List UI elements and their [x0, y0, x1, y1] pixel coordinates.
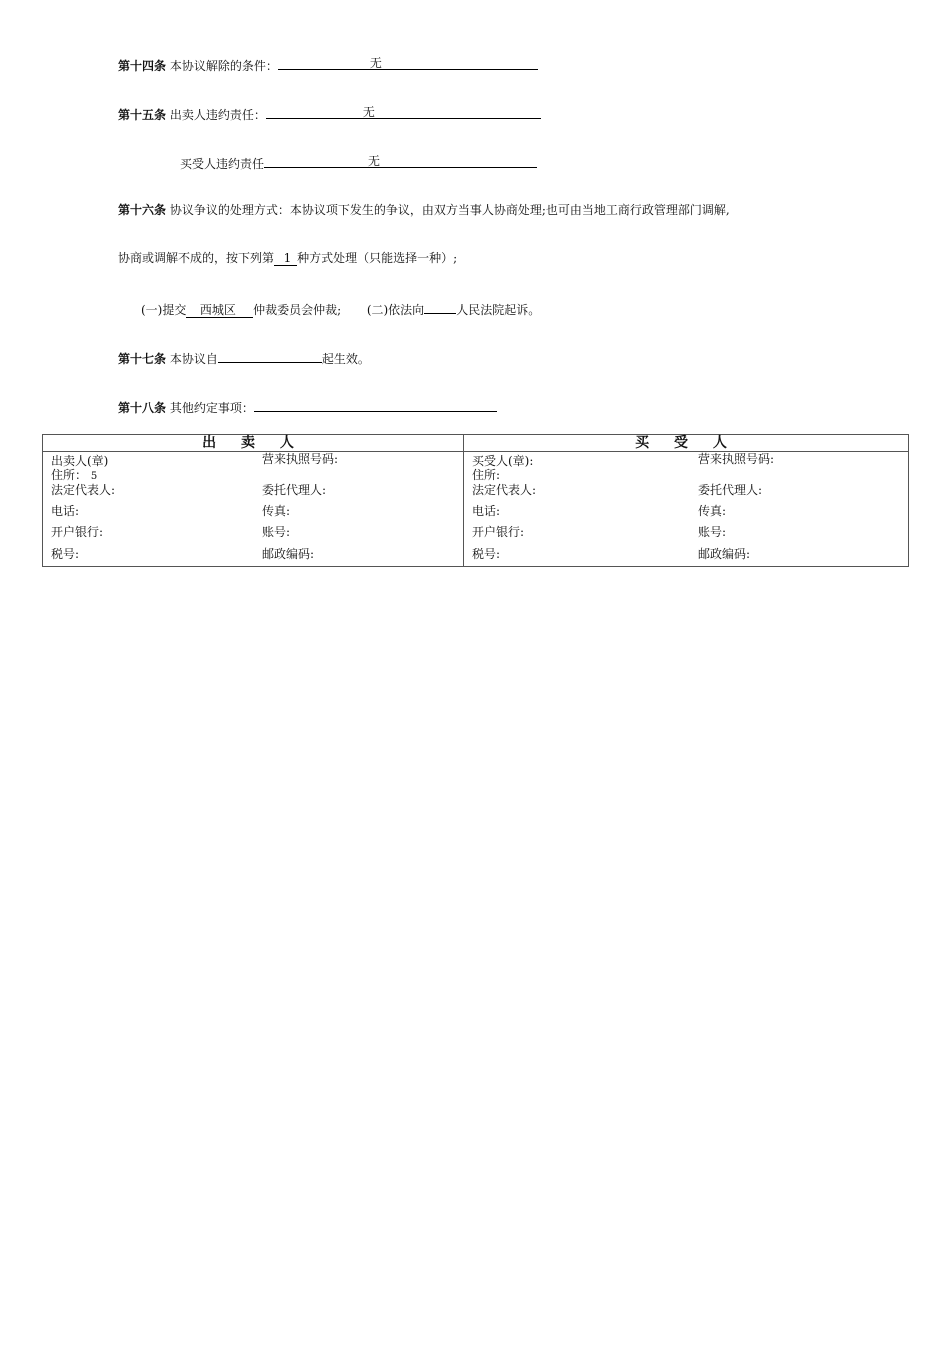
seller-header: 出 卖 人 — [43, 435, 464, 452]
buyer-license-label: 营来执照号码: — [698, 452, 775, 466]
buyer-cell — [464, 452, 909, 567]
article-17-label: 第十七条 — [118, 352, 167, 366]
option-1-a: (一)提交 — [141, 303, 187, 317]
seller-account-label: 账号: — [262, 525, 291, 539]
seller-name-label: 出卖人(章) — [51, 454, 109, 468]
buyer-header: 买 受 人 — [464, 435, 909, 452]
article-17-text-b: 起生效。 — [321, 352, 370, 366]
article-18-blank — [254, 397, 497, 412]
seller-license-label: 营来执照号码: — [262, 452, 339, 466]
option-1-b: 仲裁委员会仲裁; — [253, 303, 342, 317]
buyer-account-label: 账号: — [698, 525, 727, 539]
article-14 — [118, 55, 538, 74]
option-1-fill-value: 西城区 — [199, 303, 236, 317]
buyer-tax-label: 税号: — [472, 547, 501, 561]
seller-bank-label: 开户银行: — [51, 525, 104, 539]
seller-phone-label: 电话: — [51, 504, 80, 518]
seller-agent-label: 委托代理人: — [262, 483, 327, 497]
article-15 — [118, 104, 541, 123]
article-16-choice-value: 1 — [283, 251, 292, 265]
article-14-fill: 无 — [369, 56, 382, 70]
parties-table — [42, 434, 909, 567]
article-18 — [118, 397, 497, 416]
option-1-fill — [186, 303, 253, 318]
article-18-text: 其他约定事项： — [169, 401, 254, 415]
buyer-bank-label: 开户银行: — [472, 525, 525, 539]
article-15-buyer-blank — [264, 153, 537, 168]
article-15-buyer-fill: 无 — [368, 154, 381, 168]
article-14-blank — [278, 55, 538, 70]
article-15-buyer — [180, 153, 537, 172]
article-15-buyer-text: 买受人违约责任 — [180, 157, 265, 171]
article-17-text-a: 本协议自 — [169, 352, 218, 366]
buyer-postcode-label: 邮政编码: — [698, 547, 751, 561]
article-15-blank — [266, 104, 541, 119]
article-16-options — [141, 299, 540, 318]
article-14-text: 本协议解除的条件： — [169, 59, 278, 73]
buyer-rep-label: 法定代表人: — [472, 483, 537, 497]
seller-rep-label: 法定代表人: — [51, 483, 116, 497]
article-16 — [118, 202, 730, 218]
seller-postcode-label: 邮政编码: — [262, 547, 315, 561]
buyer-name-label: 买受人(章): — [472, 454, 534, 468]
article-16-label: 第十六条 — [118, 203, 167, 217]
article-16-line2 — [118, 250, 457, 266]
option-2-a: (二)依法向 — [366, 303, 425, 317]
seller-cell — [43, 452, 464, 567]
seller-tax-label: 税号: — [51, 547, 80, 561]
article-15-label: 第十五条 — [118, 108, 167, 122]
buyer-address-label: 住所: — [472, 468, 501, 482]
option-2-blank — [424, 299, 456, 314]
seller-address-value: 5 — [90, 471, 98, 482]
seller-address — [51, 468, 97, 484]
article-14-label: 第十四条 — [118, 59, 167, 73]
buyer-agent-label: 委托代理人: — [698, 483, 763, 497]
option-2-b: 人民法院起诉。 — [456, 303, 541, 317]
article-17-blank — [218, 348, 322, 363]
seller-address-label: 住所： — [51, 468, 88, 482]
article-15-text: 出卖人违约责任： — [169, 108, 266, 122]
buyer-fax-label: 传真: — [698, 504, 727, 518]
article-18-label: 第十八条 — [118, 401, 167, 415]
article-16-line2-b: 种方式处理（只能选择一种）; — [297, 251, 458, 265]
article-15-fill: 无 — [362, 105, 375, 119]
article-17 — [118, 348, 370, 367]
article-16-text: 协议争议的处理方式：本协议项下发生的争议，由双方当事人协商处理;也可由当地工商行政管理部门调解, — [169, 203, 730, 217]
article-16-line2-a: 协商或调解不成的，按下列第 — [118, 251, 275, 265]
article-16-choice — [274, 251, 297, 266]
buyer-phone-label: 电话: — [472, 504, 501, 518]
seller-fax-label: 传真: — [262, 504, 291, 518]
